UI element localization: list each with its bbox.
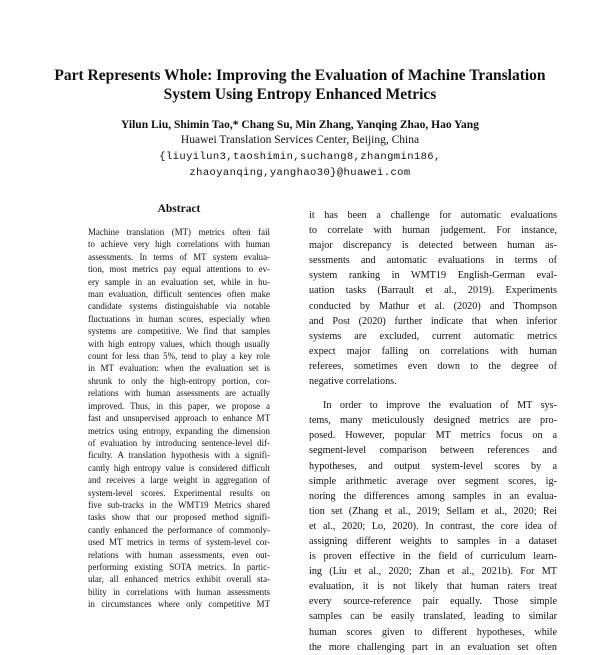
abstract-line: cantly high entropy value is considered difficult xyxy=(88,462,270,473)
abstract-line: used MT metrics in terms of system-level cor- xyxy=(88,537,270,548)
abstract-line: in MT evaluation: when the evaluation set is xyxy=(88,363,270,374)
abstract-line: relations with human assessments, even out- xyxy=(88,549,270,560)
abstract-line: with high entropy values, which though usually xyxy=(88,338,270,349)
author-list: Yilun Liu, Shimin Tao,* Chang Su, Min Zhang, Yanqing Zhao, Hao Yang xyxy=(121,119,479,131)
intro-line: ing (Liu et al., 2020; Zhan et al., 2021b). For MT xyxy=(309,566,557,578)
intro-line: system ranking in WMT19 English-German eval- xyxy=(309,270,557,282)
abstract-line: count for less than 5%, tend to play a key role xyxy=(88,351,270,362)
abstract-line: systems are competitive. We find that samples xyxy=(88,326,270,337)
intro-line: uation tasks (Barrault et al., 2019). Experiments xyxy=(309,285,557,297)
intro-line: tems, many meticulously designed metrics are pro- xyxy=(309,415,557,427)
intro-line: and Post (2020) further indicate that when inferior xyxy=(309,315,557,327)
intro-line: it has been a challenge for automatic evaluations xyxy=(309,210,557,221)
intro-line: et al., 2020; Lo, 2020). In contrast, the core idea of xyxy=(309,520,557,532)
intro-line: expect major falling on correlations with human xyxy=(309,345,557,357)
intro-line: In order to improve the evaluation of MT sys- xyxy=(323,400,557,412)
intro-line: human scores given to different hypotheses, while xyxy=(309,626,557,638)
intro-line: negative correlations. xyxy=(309,376,397,388)
intro-line: posed. However, popular MT metrics focus on a xyxy=(309,430,557,442)
abstract-line: candidate systems distinguishable via notable xyxy=(88,301,270,312)
intro-line: tion set (Zhang et al., 2019; Sellam et al., 2020; Rei xyxy=(309,505,557,517)
abstract-line: ficulty. A translation hypothesis with a signifi- xyxy=(88,450,270,461)
abstract-body xyxy=(88,226,270,611)
intro-line: hypotheses, and output system-level scores by a xyxy=(309,460,557,472)
intro-line: the more challenging part in an evaluation set often xyxy=(309,641,557,653)
abstract-line: man evaluation, difficult sentences often make xyxy=(88,289,270,300)
abstract-line: ery sample in an evaluation set, while in hu- xyxy=(88,276,270,287)
abstract-line: to achieve very high correlations with human xyxy=(88,239,270,250)
abstract-line: improved. Thus, in this paper, we propose a xyxy=(88,400,270,411)
intro-paragraph-1 xyxy=(309,208,557,389)
intro-line: major discrepancy is detected between human as- xyxy=(309,240,557,252)
intro-line: referees, sometimes even down to the degree of xyxy=(309,360,557,372)
abstract-line: bility in correlations with human assessments xyxy=(88,586,270,597)
intro-line: noring the differences among samples in an evalua- xyxy=(309,490,557,502)
title-line-1: Part Represents Whole: Improving the Evaluation of Machine Translation xyxy=(54,67,546,84)
abstract-line: assessments. In terms of MT system evalua- xyxy=(88,251,270,262)
author-emails xyxy=(40,149,560,181)
intro-line: every source-reference pair equally. Those simple xyxy=(309,596,557,608)
abstract-line: tasks show that our proposed method signifi- xyxy=(88,512,270,523)
intro-line: sessments and automatic evaluations in terms of xyxy=(309,255,557,267)
abstract-line: of evaluation by introducing sentence-level dif- xyxy=(88,437,270,448)
intro-paragraph-2 xyxy=(309,398,557,655)
abstract-line: performing existing SOTA metrics. In partic- xyxy=(88,561,270,572)
intro-line: systems are excluded, current automatic metrics xyxy=(309,330,557,342)
email-line-2: zhaoyanqing,yanghao30}@huawei.com xyxy=(189,167,411,179)
abstract-heading: Abstract xyxy=(157,203,201,215)
affiliation: Huawei Translation Services Center, Beijing, China xyxy=(180,134,420,146)
abstract-line: shrunk to only the high-entropy portion, cor- xyxy=(88,375,270,386)
abstract-line: relations with human assessments are actually xyxy=(88,388,270,399)
intro-line: to correlate with human judgement. For instance, xyxy=(309,225,557,237)
abstract-line: fluctuations in human scores, especially when xyxy=(88,313,270,324)
abstract-line: cantly enhanced the performance of commonly- xyxy=(88,524,270,535)
intro-line: assigning different weights to samples in a dataset xyxy=(309,535,557,547)
abstract-line: ular, all enhanced metrics exhibit overall sta- xyxy=(88,574,270,585)
abstract-line: system-level scores. Experimental results on xyxy=(88,487,270,498)
intro-line: evaluation, it is not likely that human raters treat xyxy=(309,581,557,593)
email-line-1: {liuyilun3,taoshimin,suchang8,zhangmin186, xyxy=(159,151,441,163)
abstract-line: in circumstances where only competitive MT xyxy=(88,599,270,610)
intro-line: simple arithmetic average over segment scores, ig- xyxy=(309,475,557,487)
intro-line: is proven effective in the field of curriculum learn- xyxy=(309,551,557,563)
abstract-line: fast and unsupervised approach to enhance MT xyxy=(88,413,270,424)
intro-line: segment-level comparison between references and xyxy=(309,445,557,457)
abstract-line: tion, most metrics pay equal attentions to ev- xyxy=(88,264,270,275)
paper-title xyxy=(40,66,560,104)
abstract-line: and receives a large weight in aggregation of xyxy=(88,475,270,486)
abstract-line: Machine translation (MT) metrics often fail xyxy=(88,227,270,237)
intro-line: samples can be easily translated, leading to similar xyxy=(309,611,557,623)
abstract-line: metrics using entropy, expanding the dimension xyxy=(88,425,270,436)
title-line-2: System Using Entropy Enhanced Metrics xyxy=(163,86,437,103)
abstract-line: five sub-tracks in the WMT19 Metrics shared xyxy=(88,499,270,510)
intro-line: conducted by Mathur et al. (2020) and Thompson xyxy=(309,300,557,312)
introduction-column xyxy=(309,208,557,655)
